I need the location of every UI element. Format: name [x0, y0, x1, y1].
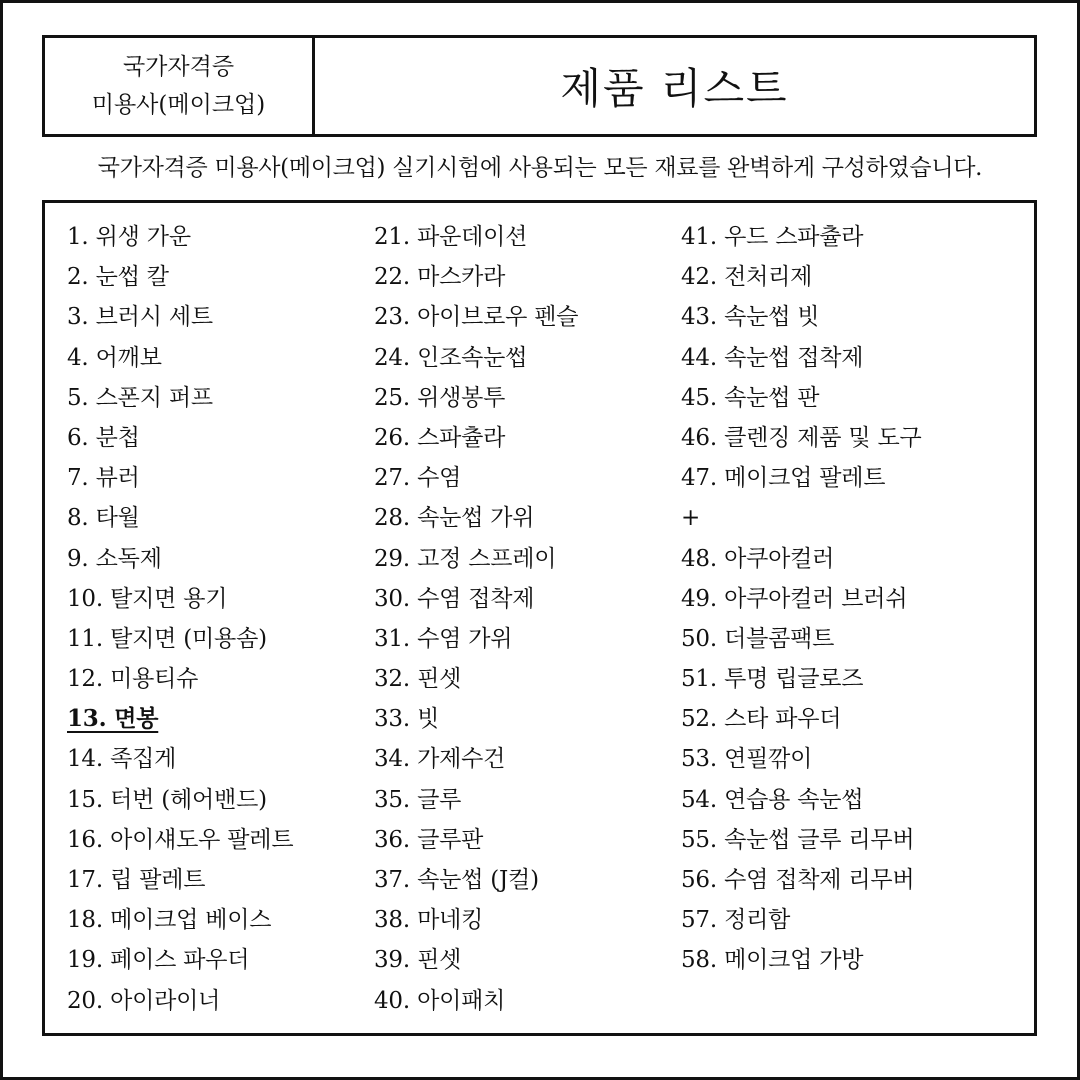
list-item: 46. 클렌징 제품 및 도구	[681, 424, 922, 451]
list-item: 41. 우드 스파츌라	[681, 224, 864, 250]
list-item: 25. 위생봉투	[374, 384, 506, 411]
list-item: 6. 분첩	[67, 424, 140, 451]
list-item: 17. 립 팔레트	[67, 867, 206, 893]
list-item: 42. 전처리제	[681, 264, 813, 291]
list-item: 49. 아쿠아컬러 브러쉬	[681, 585, 908, 612]
list-item: 34. 가제수건	[374, 746, 506, 773]
list-item: 1. 위생 가운	[67, 224, 191, 250]
list-item: 22. 마스카라	[374, 264, 506, 291]
list-item: 35. 글루	[374, 786, 462, 813]
certification-line-2: 미용사(메이크업)	[91, 92, 266, 118]
list-item: 53. 연필깎이	[681, 746, 813, 773]
list-item: 51. 투명 립글로즈	[681, 666, 864, 693]
header	[42, 35, 1037, 137]
list-item: 52. 스타 파우더	[681, 706, 842, 733]
list-item: 44. 속눈썹 접착제	[681, 344, 864, 371]
list-item: 19. 페이스 파우더	[67, 947, 250, 974]
list-item: 38. 마네킹	[374, 907, 484, 934]
list-item: 31. 수염 가위	[374, 625, 513, 652]
product-list	[42, 200, 1037, 1036]
page-title: 제품 리스트	[560, 64, 789, 113]
product-column-2	[374, 217, 684, 1021]
list-item: 21. 파운데이션	[374, 224, 528, 250]
product-column-1	[67, 217, 377, 1021]
list-item: 3. 브러시 세트	[67, 304, 213, 331]
list-item: 12. 미용티슈	[67, 666, 199, 693]
product-column-3	[681, 217, 991, 981]
list-item: 13. 면봉	[67, 705, 159, 733]
list-item: 39. 핀셋	[374, 947, 462, 974]
list-item: 5. 스폰지 퍼프	[67, 384, 213, 411]
list-item: 37. 속눈썹 (J컬)	[374, 867, 539, 893]
list-item: 48. 아쿠아컬러	[681, 545, 835, 572]
list-item: 4. 어깨보	[67, 344, 162, 371]
list-item: 55. 속눈썹 글루 리무버	[681, 826, 915, 853]
list-item: 40. 아이패치	[374, 987, 506, 1014]
list-item: 43. 속눈썹 빗	[681, 304, 820, 331]
list-item: 14. 족집게	[67, 746, 177, 773]
certification-line-1: 국가자격증	[122, 54, 235, 80]
intro-text: 국가자격증 미용사(메이크업) 실기시험에 사용되는 모든 재료를 완벽하게 구성하였습니다.	[97, 155, 983, 181]
list-item: 11. 탈지면 (미용솜)	[67, 625, 267, 652]
list-item: 36. 글루판	[374, 826, 484, 853]
list-item: 30. 수염 접착제	[374, 585, 535, 612]
list-item: 28. 속눈썹 가위	[374, 505, 535, 532]
list-item: 10. 탈지면 용기	[67, 585, 228, 612]
list-item: 2. 눈썹 칼	[67, 264, 169, 291]
list-item: 57. 정리함	[681, 907, 791, 934]
list-item: 15. 터번 (헤어밴드)	[67, 786, 267, 813]
list-item: 50. 더블콤팩트	[681, 625, 835, 652]
list-item: 27. 수염	[374, 465, 462, 492]
list-item: 24. 인조속눈썹	[374, 344, 528, 371]
list-item: 33. 빗	[374, 706, 440, 733]
list-item: 47. 메이크업 팔레트	[681, 465, 886, 492]
list-item: 9. 소독제	[67, 545, 162, 572]
list-item: 56. 수염 접착제 리무버	[681, 867, 915, 893]
list-item: 18. 메이크업 베이스	[67, 907, 272, 934]
list-item: 23. 아이브로우 펜슬	[374, 304, 579, 331]
list-item: 54. 연습용 속눈썹	[681, 786, 864, 813]
list-item: 29. 고정 스프레이	[374, 545, 557, 572]
list-item: 26. 스파츌라	[374, 424, 506, 451]
list-item: 32. 핀셋	[374, 666, 462, 693]
list-item: 58. 메이크업 가방	[681, 947, 864, 974]
list-item: 45. 속눈썹 판	[681, 384, 820, 411]
list-item: 20. 아이라이너	[67, 987, 221, 1014]
list-separator-plus: +	[681, 505, 701, 532]
certification-label	[45, 38, 315, 134]
list-item: 7. 뷰러	[67, 465, 140, 492]
list-item: 8. 타월	[67, 505, 140, 532]
list-item: 16. 아이섀도우 팔레트	[67, 826, 294, 853]
